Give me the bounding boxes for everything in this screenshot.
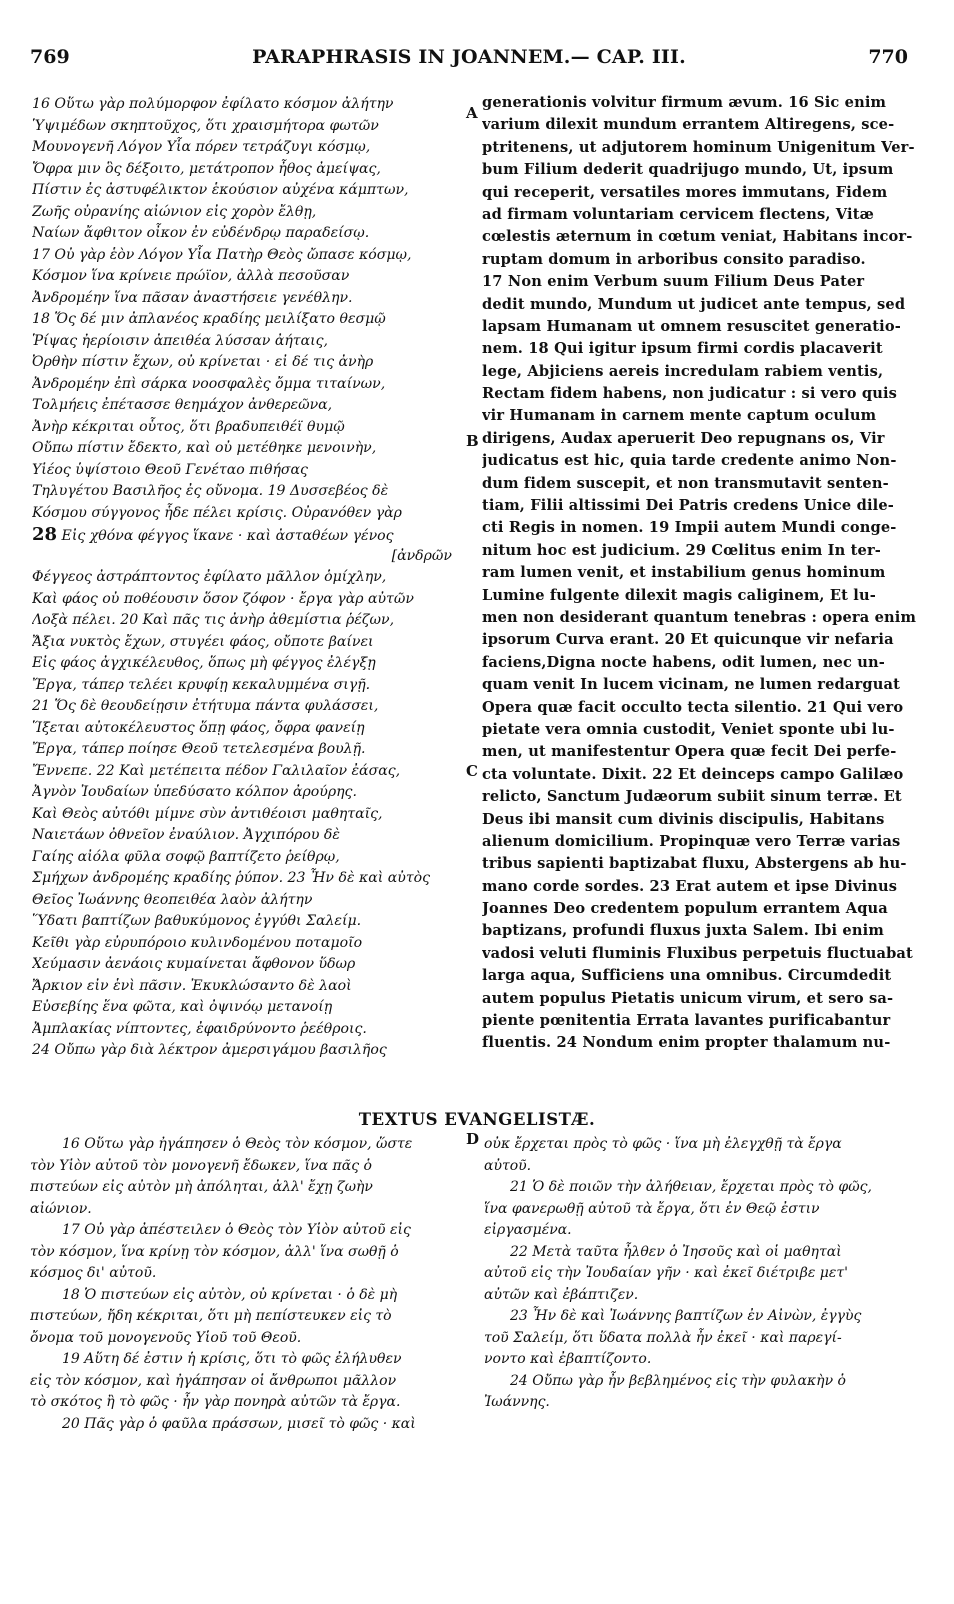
greek-line: 24 Οὔπω γὰρ διὰ λέκτρον ἀμερσιγάμου βασιλῆος <box>32 1042 387 1058</box>
greek-line-text: Εἰς χθόνα φέγγος ἵκανε · καὶ ἀσταθέων γένος <box>61 528 394 544</box>
latin-line: vadosi veluti fluminis Fluxibus perpetuis fluctuabat <box>482 944 913 962</box>
evangelist-text-left <box>30 1134 468 1435</box>
greek-line: Ἀνδρομέην ἵνα πᾶσαν ἀναστήσειε γενέθλην. <box>32 289 353 306</box>
evangelist-line: αὐτοῦ. <box>484 1157 532 1174</box>
evangelist-line: 22 Μετὰ ταῦτα ἦλθεν ὁ Ἰησοῦς καὶ οἱ μαθηταὶ <box>510 1243 842 1260</box>
latin-line: lege, Abjiciens aereis incredulam rabiem ventis, <box>482 362 884 380</box>
evangelist-line: τὸν Υἱὸν αὐτοῦ τὸν μονογενῆ ἔδωκεν, ἵνα πᾶς ὁ <box>30 1157 372 1174</box>
section-title: TEXTUS EVANGELISTÆ. <box>358 1110 596 1129</box>
greek-line: Χεύμασιν ἀενάοις κυμαίνεται ἄφθονον ὕδωρ <box>32 956 356 972</box>
evangelist-line: ὄνομα τοῦ μονογενοῦς Υἱοῦ τοῦ Θεοῦ. <box>30 1329 302 1346</box>
greek-line: Τολμήεις ἐπέτασσε θεημάχον ἀνθερεῶνα, <box>32 397 333 413</box>
evangelist-line: αὐτοῦ εἰς τὴν Ἰουδαίαν γῆν · καὶ ἐκεῖ διέτριβε μετ' <box>484 1265 848 1281</box>
greek-line: Ἀμπλακίας νίπτοντες, ἐφαιδρύνοντο ῥεέθροις. <box>32 1020 367 1037</box>
greek-line: Ὕδατι βαπτίζων βαθυκύμονος ἐγγύθι Σαλείμ. <box>32 913 362 929</box>
evangelist-line: 19 Αὕτη δέ ἐστιν ἡ κρίσις, ὅτι τὸ φῶς ἐλήλυθεν <box>62 1351 402 1367</box>
greek-line: 21 Ὅς δὲ θεουδείῃσιν ἐτήτυμα πάντα φυλάσσει, <box>32 698 379 714</box>
greek-line: Υἱέος ὑψίστοιο Θεοῦ Γενέταο πιθήσας <box>32 461 308 478</box>
latin-line: quam venit In lucem vicinam, ne lumen redarguat <box>482 676 900 694</box>
latin-line: nem. 18 Qui igitur ipsum firmi cordis placaverit <box>482 340 883 358</box>
evangelist-line: νοντο καὶ ἐβαπτίζοντο. <box>484 1351 652 1367</box>
latin-line: ad firmam voluntariam cervicem flectens, Vitæ <box>482 205 874 223</box>
latin-line: men, ut manifestentur Opera quæ fecit Dei perfe- <box>482 743 897 761</box>
latin-line: cta voluntate. Dixit. 22 Et deinceps campo Galilæo <box>482 765 904 783</box>
latin-line: ptritenens, ut adjutorem hominum Unigenitum Ver- <box>482 138 915 156</box>
evangelist-line: 20 Πᾶς γὰρ ὁ φαῦλα πράσσων, μισεῖ τὸ φῶς · καὶ <box>62 1415 416 1432</box>
evangelist-text-right <box>484 1134 924 1414</box>
latin-line: fluentis. 24 Nondum enim propter thalamum nu- <box>482 1034 891 1052</box>
evangelist-line: εἰργασμένα. <box>484 1222 572 1238</box>
latin-line: pietate vera omnia custodit, Veniet sponte ubi lu- <box>482 720 895 738</box>
greek-line: Εἰς φάος ἀγχικέλευθος, ὅπως μὴ φέγγος ἐλέγξῃ <box>32 655 376 671</box>
greek-line: Φέγγεος ἀστράπτοντος ἐφίλατο μᾶλλον ὁμίχλην, <box>32 569 387 585</box>
greek-line: Μουνογενῆ Λόγον Υἷα πόρεν τετράζυγι κόσμῳ, <box>32 139 371 155</box>
evangelist-line: πιστεύων, ἤδη κέκριται, ὅτι μὴ πεπίστευκεν εἰς τὸ <box>30 1308 392 1324</box>
greek-line: Ὑψιμέδων σκηπτοῦχος, ὅτι χραισμήτορα φωτῶν <box>32 117 379 134</box>
greek-line: Ναίων ἄφθιτον οἶκον ἐν εὐδένδρῳ παραδείσῳ. <box>32 225 370 241</box>
latin-line: mano corde sordes. 23 Erat autem et ipse Divinus <box>482 877 898 895</box>
greek-line: Πίστιν ἐς ἀστυφέλικτον ἑκούσιον αὐχένα κάμπτων, <box>32 182 409 198</box>
latin-line: ruptam domum in arboribus consito paradiso. <box>482 250 866 268</box>
evangelist-line: 23 Ἦν δὲ καὶ Ἰωάννης βαπτίζων ἐν Αἰνὼν, ἐγγὺς <box>510 1308 862 1324</box>
page-title: PARAPHRASIS IN JOANNEM.— CAP. III. <box>252 46 686 68</box>
evangelist-line: 16 Οὕτω γὰρ ἠγάπησεν ὁ Θεὸς τὸν κόσμον, ὥστε <box>62 1136 413 1152</box>
greek-line: 16 Οὕτω γὰρ πολύμορφον ἐφίλατο κόσμον ἀλήτην <box>32 96 394 112</box>
greek-line: 28 Εἰς χθόνα φέγγος ἵκανε · καὶ ἀσταθέων γένος <box>32 524 394 545</box>
greek-line: Ἔργα, τάπερ τελέει κρυφίῃ κεκαλυμμένα σιγῇ. <box>32 676 371 693</box>
greek-line: Ἔργα, τάπερ ποίησε Θεοῦ τετελεσμένα βουλῇ. <box>32 741 366 757</box>
latin-line: cœlestis æternum in cœtum veniat, Habitans incor- <box>482 228 913 246</box>
latin-line: alienum domicilium. Propinquæ vero Terræ varias <box>482 832 901 850</box>
evangelist-line: 24 Οὔπω γὰρ ἦν βεβλημένος εἰς τὴν φυλακὴν ὁ <box>510 1372 846 1389</box>
greek-line: Κόσμου σύγγονος ἧδε πέλει κρίσις. Οὐρανόθεν γὰρ <box>32 504 402 521</box>
evangelist-line: ἵνα φανερωθῇ αὐτοῦ τὰ ἔργα, ὅτι ἐν Θεῷ ἐστιν <box>484 1200 820 1217</box>
latin-line: larga aqua, Sufficiens una omnibus. Circumdedit <box>482 967 892 985</box>
latin-line: baptizans, profundi fluxus juxta Salem. Ibi enim <box>482 922 884 940</box>
evangelist-line: τὸ σκότος ἢ τὸ φῶς · ἦν γὰρ πονηρὰ αὐτῶν τὰ ἔργα. <box>30 1394 401 1410</box>
latin-translation-column <box>482 92 922 1055</box>
evangelist-line: εἰς τὸν κόσμον, καὶ ἠγάπησαν οἱ ἄνθρωποι μᾶλλον <box>30 1372 397 1389</box>
greek-line: 17 Οὐ γὰρ ἑὸν Λόγον Υἷα Πατὴρ Θεὸς ὤπασε κόσμῳ, <box>32 246 412 263</box>
greek-line: Ὀρθὴν πίστιν ἔχων, οὐ κρίνεται · εἰ δέ τις ἀνὴρ <box>32 354 374 370</box>
evangelist-line: πιστεύων εἰς αὐτὸν μὴ ἀπόληται, ἀλλ' ἔχῃ ζωὴν <box>30 1179 373 1195</box>
latin-line: Opera quæ facit occulto tecta silentio. 21 Qui vero <box>482 698 904 716</box>
evangelist-line: 18 Ὁ πιστεύων εἰς αὐτὸν, οὐ κρίνεται · ὁ δὲ μὴ <box>62 1286 398 1303</box>
evangelist-line: τοῦ Σαλείμ, ὅτι ὕδατα πολλὰ ἦν ἐκεῖ · καὶ παρεγί- <box>484 1329 842 1346</box>
evangelist-line: τὸν κόσμον, ἵνα κρίνῃ τὸν κόσμον, ἀλλ' ἵνα σωθῇ ὁ <box>30 1243 399 1260</box>
margin-letter-c: C <box>466 762 478 780</box>
evangelist-line: κόσμος δι' αὐτοῦ. <box>30 1265 157 1281</box>
latin-line: dum fidem suscepit, et non transmutavit senten- <box>482 474 889 492</box>
running-header <box>30 46 908 72</box>
margin-letter-b: B <box>466 432 479 450</box>
greek-line: Θεῖος Ἰωάννης θεοπειθέα λαὸν ἀλήτην <box>32 891 313 908</box>
greek-line: Καὶ φάος οὐ ποθέουσιν ὅσον ζόφον · ἔργα γὰρ αὐτῶν <box>32 590 414 607</box>
greek-line: Καὶ Θεὸς αὐτόθι μίμνε σὺν ἀντιθέοισι μαθηταῖς, <box>32 805 383 822</box>
latin-line: Lumine fulgente dilexit magis caliginem, Et lu- <box>482 586 876 604</box>
latin-line: Rectam fidem habens, non judicatur : si vero quis <box>482 385 898 403</box>
latin-line: 17 Non enim Verbum suum Filium Deus Pater <box>482 273 865 291</box>
latin-line: men non desiderant quantum tenebras : opera enim <box>482 608 917 626</box>
latin-line: lapsam Humanam ut omnem resuscitet generatio- <box>482 317 901 335</box>
evangelist-line: αἰώνιον. <box>30 1200 92 1217</box>
page-number-left: 769 <box>30 46 70 68</box>
latin-line: tribus sapienti baptizabat fluxu, Abstergens ab hu- <box>482 855 907 873</box>
latin-line: dedit mundo, Mundum ut judicet ante tempus, sed <box>482 295 906 313</box>
latin-line: dirigens, Audax aperuerit Deo repugnans os, Vir <box>482 429 885 447</box>
greek-line: Ἀνδρομέην ἐπὶ σάρκα νοοσφαλὲς ὄμμα τιταίνων, <box>32 375 386 392</box>
latin-line: varium dilexit mundum errantem Altiregens, sce- <box>482 116 895 134</box>
evangelist-line: 21 Ὁ δὲ ποιῶν τὴν ἀλήθειαν, ἔρχεται πρὸς τὸ φῶς, <box>510 1179 872 1195</box>
latin-line: Joannes Deo credentem populum errantem Aqua <box>482 900 888 918</box>
greek-line: Οὔπω πίστιν ἔδεκτο, καὶ οὐ μετέθηκε μενοινὴν, <box>32 440 377 456</box>
greek-line: Ῥίψας ἠερίοισιν ἀπειθέα λύσσαν ἀήταις, <box>32 332 329 349</box>
margin-letter-a: A <box>466 104 478 122</box>
greek-line: Κόσμον ἵνα κρίνειε πρώϊον, ἀλλὰ πεσοῦσαν <box>32 268 350 284</box>
greek-line: Τηλυγέτου Βασιλῆος ἐς οὔνομα. 19 Δυσσεβέος δὲ <box>32 483 389 499</box>
latin-line: tiam, Filii altissimi Dei Patris credens Unice dile- <box>482 497 894 515</box>
latin-line: nitum hoc est judicium. 29 Cœlitus enim In ter- <box>482 541 881 559</box>
latin-line: faciens,Digna nocte habens, odit lumen, nec un- <box>482 653 885 671</box>
latin-line: cti Regis in nomen. 19 Impii autem Mundi conge- <box>482 519 897 537</box>
greek-line: Ἄρκιον εἰν ἑνὶ πᾶσιν. Ἐκυκλώσαντο δὲ λαοὶ <box>32 977 352 994</box>
greek-line: Ναιετάων ὀθνεῖον ἐναύλιον. Ἀγχιπόρου δὲ <box>32 827 340 843</box>
greek-line: 18 Ὅς δέ μιν ἀπλανέος κραδίης μειλίξατο θεσμῷ <box>32 311 386 327</box>
greek-line: Ὄφρα μιν ὃς δέξοιτο, μετάτροπον ἦθος ἀμείψας, <box>32 160 381 177</box>
evangelist-line: αὐτῶν καὶ ἐβάπτιζεν. <box>484 1286 639 1303</box>
page-number-right: 770 <box>868 46 908 68</box>
greek-line: Ζωῆς οὐρανίης αἰώνιον εἰς χορὸν ἔλθῃ, <box>32 203 317 220</box>
latin-line: bum Filium dederit quadrijugo mundo, Ut, ipsum <box>482 161 894 179</box>
latin-line: qui receperit, versatiles mores immutans, Fidem <box>482 183 888 201</box>
latin-line: generationis volvitur firmum ævum. 16 Sic enim <box>482 94 887 111</box>
greek-line: Ἵξεται αὐτοκέλευστος ὅπῃ φάος, ὄφρα φανείῃ <box>32 719 365 736</box>
latin-line: Deus ibi mansit cum divinis discipulis, Habitans <box>482 810 885 828</box>
greek-line: Λοξὰ πέλει. 20 Καὶ πᾶς τις ἀνὴρ ἀθεμίστια ῥέζων, <box>32 612 395 628</box>
greek-line: Ἀνὴρ κέκριται οὗτος, ὅτι βραδυπειθέϊ θυμῷ <box>32 418 345 435</box>
greek-line: Εὐσεβίης ἕνα φῶτα, καὶ ὀψινόῳ μετανοίῃ <box>32 999 333 1015</box>
greek-line: Κεῖθι γὰρ εὐρυπόροιο κυλινδομένου ποταμοῖο <box>32 934 363 951</box>
latin-line: ram lumen venit, et instabilium genus hominum <box>482 564 886 582</box>
evangelist-line: οὐκ ἔρχεται πρὸς τὸ φῶς · ἵνα μὴ ἐλεγχθῇ τὰ ἔργα <box>484 1136 842 1152</box>
greek-paraphrase-column <box>32 94 462 1062</box>
latin-line: relicto, Sanctum Judæorum subiit sinum terræ. Et <box>482 788 902 806</box>
evangelist-line: Ἰωάννης. <box>484 1394 550 1410</box>
greek-line: Σμήχων ἀνδρομέης κραδίης ῥύπον. 23 Ἦν δὲ καὶ αὐτὸς <box>32 870 431 886</box>
greek-line: Γαίης αἰόλα φῦλα σοφῷ βαπτίζετο ῥείθρῳ, <box>32 848 340 865</box>
evangelist-line: 17 Οὐ γὰρ ἀπέστειλεν ὁ Θεὸς τὸν Υἱὸν αὐτοῦ εἰς <box>62 1222 411 1238</box>
latin-line: judicatus est hic, quia tarde credente animo Non- <box>482 452 897 470</box>
latin-line: autem populus Pietatis unicum virum, et sero sa- <box>482 989 894 1007</box>
latin-line: piente pœnitentia Errata lavantes purificabantur <box>482 1012 891 1030</box>
latin-line: vir Humanam in carnem mente captum oculum <box>482 407 877 425</box>
latin-line: ipsorum Curva erant. 20 Et quicunque vir nefaria <box>482 631 894 649</box>
greek-line: Ἄξια νυκτὸς ἔχων, στυγέει φάος, οὔποτε βαίνει <box>32 633 374 650</box>
greek-line: Ἀγνὸν Ἰουδαίων ὑπεδύσατο κόλπον ἀρούρης. <box>32 784 357 800</box>
margin-letter-d: D <box>466 1130 480 1148</box>
greek-line-bracket: [ἀνδρῶν <box>391 547 452 564</box>
greek-line: Ἔννεπε. 22 Καὶ μετέπειτα πέδον Γαλιλαῖον ἐάσας, <box>32 762 401 779</box>
